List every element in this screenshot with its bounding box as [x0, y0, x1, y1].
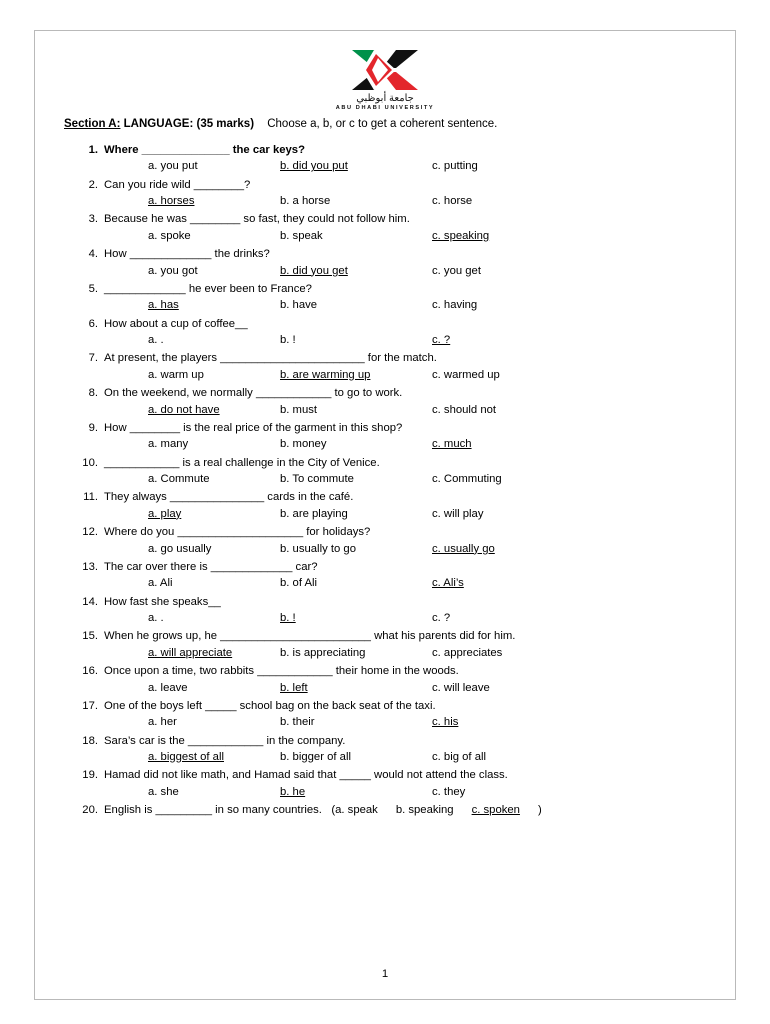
option-choice[interactable]: b. must	[280, 403, 318, 416]
question-text: Once upon a time, two rabbits ____________ their home in the woods.	[104, 665, 459, 678]
question-line	[64, 559, 706, 575]
question-text: How ________ is the real price of the garment in this shop?	[104, 421, 403, 434]
question-number: 6.	[88, 317, 98, 330]
option-group	[64, 436, 706, 452]
option-suffix: )	[537, 804, 542, 817]
option-choice[interactable]: c. spoken	[471, 804, 520, 817]
question-text: Sara’s car is the ____________ in the company.	[104, 734, 346, 747]
question-item	[64, 698, 706, 731]
option-choice[interactable]: c. Commuting	[432, 473, 502, 486]
option-choice[interactable]: b. their	[280, 716, 315, 729]
question-line	[64, 281, 706, 297]
option-choice[interactable]: b. !	[280, 334, 296, 347]
option-choice[interactable]: c. ?	[432, 612, 451, 625]
question-text: On the weekend, we normally ____________ to go to work.	[104, 387, 403, 400]
option-group	[64, 228, 706, 244]
option-choice[interactable]: c. speaking	[432, 229, 490, 242]
question-number: 8.	[88, 387, 98, 400]
page-number: 1	[381, 968, 389, 980]
option-choice[interactable]: c. big of all	[432, 751, 487, 764]
option-choice[interactable]: a. .	[148, 612, 164, 625]
option-choice[interactable]: b. of Ali	[280, 577, 318, 590]
question-text: Because he was ________ so fast, they could not follow him.	[104, 213, 410, 226]
option-choice[interactable]: c. ?	[432, 334, 451, 347]
option-choice[interactable]: a. you got	[148, 264, 198, 277]
question-number: 7.	[88, 352, 98, 365]
option-group	[64, 158, 706, 174]
option-choice[interactable]: a. play	[148, 507, 182, 520]
option-group	[64, 506, 706, 522]
option-group	[64, 575, 706, 591]
question-number: 3.	[88, 213, 98, 226]
option-choice[interactable]: a. do not have	[148, 403, 220, 416]
question-line	[64, 802, 706, 818]
option-choice[interactable]: c. should not	[432, 403, 497, 416]
question-line	[64, 420, 706, 436]
option-choice[interactable]: c. appreciates	[432, 646, 503, 659]
option-choice[interactable]: a. many	[148, 438, 189, 451]
option-choice[interactable]: b. did you get	[280, 264, 348, 277]
option-choice[interactable]: b. is appreciating	[280, 646, 366, 659]
option-choice[interactable]: b. have	[280, 299, 318, 312]
question-item	[64, 663, 706, 696]
option-group	[64, 541, 706, 557]
option-choice[interactable]: a. horses	[148, 195, 195, 208]
question-text: Can you ride wild ________?	[104, 178, 251, 191]
question-text: At present, the players _______________________ for the match.	[104, 352, 437, 365]
option-choice[interactable]: a. you put	[148, 160, 198, 173]
question-number: 20.	[82, 804, 98, 817]
option-group	[64, 367, 706, 383]
option-choice[interactable]: c. Ali’s	[432, 577, 464, 590]
option-choice[interactable]: b. a horse	[280, 195, 331, 208]
question-number: 2.	[88, 178, 98, 191]
question-line	[64, 211, 706, 227]
option-choice[interactable]: a. spoke	[148, 229, 191, 242]
question-item	[64, 628, 706, 661]
option-choice[interactable]: a. has	[148, 299, 179, 312]
question-item	[64, 767, 706, 800]
option-group	[64, 402, 706, 418]
question-line	[64, 524, 706, 540]
question-line	[64, 733, 706, 749]
question-item	[64, 524, 706, 557]
option-choice[interactable]: a. will appreciate	[148, 646, 233, 659]
option-choice[interactable]: b. speaking	[395, 804, 454, 817]
option-choice[interactable]: b. speak	[280, 229, 323, 242]
question-number: 15.	[82, 630, 98, 643]
question-list	[64, 142, 706, 819]
question-line	[64, 594, 706, 610]
question-line	[64, 246, 706, 262]
question-number: 16.	[82, 665, 98, 678]
question-line	[64, 350, 706, 366]
option-choice[interactable]: c. will leave	[432, 681, 490, 694]
question-item	[64, 489, 706, 522]
option-choice[interactable]: a. Ali	[148, 577, 173, 590]
option-choice[interactable]: b. bigger of all	[280, 751, 351, 764]
question-text: The car over there is _____________ car?	[104, 560, 318, 573]
question-text: Where ______________ the car keys?	[104, 143, 305, 156]
option-group	[64, 749, 706, 765]
question-number: 4.	[88, 248, 98, 261]
option-choice[interactable]: c. warmed up	[432, 368, 500, 381]
question-item	[64, 142, 706, 175]
section-heading	[64, 117, 706, 132]
university-logo	[64, 48, 706, 111]
option-group	[64, 471, 706, 487]
option-group	[64, 193, 706, 209]
option-choice[interactable]: a. warm up	[148, 368, 204, 381]
question-text: ____________ is a real challenge in the City of Venice.	[104, 456, 380, 469]
question-line	[64, 455, 706, 471]
question-text: _____________ he ever been to France?	[104, 282, 312, 295]
question-item	[64, 455, 706, 488]
option-choice[interactable]: a. leave	[148, 681, 188, 694]
option-group	[322, 804, 542, 816]
question-number: 10.	[82, 456, 98, 469]
question-item	[64, 281, 706, 314]
option-choice[interactable]: b. !	[280, 612, 296, 625]
option-choice[interactable]: c. usually go	[432, 542, 495, 555]
question-line	[64, 177, 706, 193]
option-choice[interactable]: b. did you put	[280, 160, 348, 173]
question-text: Hamad did not like math, and Hamad said that _____ would not attend the class.	[104, 769, 508, 782]
question-item	[64, 211, 706, 244]
question-line	[64, 628, 706, 644]
section-label: Section A:	[64, 118, 121, 130]
page-content	[34, 30, 736, 819]
option-choice[interactable]: c. horse	[432, 195, 473, 208]
question-text: Where do you ____________________ for holidays?	[104, 526, 371, 539]
question-line	[64, 698, 706, 714]
option-choice[interactable]: a. .	[148, 334, 164, 347]
option-choice[interactable]: b. money	[280, 438, 327, 451]
option-group	[64, 645, 706, 661]
logo-english-name: ABU DHABI UNIVERSITY	[335, 105, 435, 111]
question-text: One of the boys left _____ school bag on the back seat of the taxi.	[104, 699, 436, 712]
question-text: English is _________ in so many countries. (a. speak b. speaking c. spoken )	[104, 804, 542, 817]
question-text: How fast she speaks__	[104, 595, 221, 608]
option-group	[64, 610, 706, 626]
question-item	[64, 350, 706, 383]
question-number: 13.	[82, 560, 98, 573]
option-choice[interactable]: b. he	[280, 785, 306, 798]
option-choice[interactable]: b. are playing	[280, 507, 348, 520]
question-line	[64, 489, 706, 505]
question-item	[64, 733, 706, 766]
question-item	[64, 177, 706, 210]
question-number: 12.	[82, 526, 98, 539]
option-choice[interactable]: a. biggest of all	[148, 751, 224, 764]
question-line	[64, 385, 706, 401]
question-line	[64, 142, 706, 158]
question-text: How _____________ the drinks?	[104, 248, 270, 261]
option-choice[interactable]: c. having	[432, 299, 478, 312]
question-item	[64, 594, 706, 627]
question-line	[64, 316, 706, 332]
question-item	[64, 246, 706, 279]
option-choice[interactable]: b. usually to go	[280, 542, 356, 555]
option-group	[64, 297, 706, 313]
question-item	[64, 802, 706, 818]
option-choice[interactable]: a. her	[148, 716, 177, 729]
option-group	[64, 680, 706, 696]
question-text: When he grows up, he ________________________ what his parents did for him.	[104, 630, 516, 643]
option-group	[64, 263, 706, 279]
question-number: 1.	[88, 143, 98, 156]
option-choice[interactable]: b. are warming up	[280, 368, 371, 381]
question-number: 19.	[82, 769, 98, 782]
option-choice[interactable]: a. Commute	[148, 473, 210, 486]
question-item	[64, 316, 706, 349]
question-item	[64, 385, 706, 418]
option-choice[interactable]: c. you get	[432, 264, 481, 277]
question-line	[64, 767, 706, 783]
option-choice[interactable]: c. much	[432, 438, 472, 451]
question-number: 18.	[82, 734, 98, 747]
option-choice[interactable]: c. putting	[432, 160, 478, 173]
option-group	[64, 714, 706, 730]
question-item	[64, 420, 706, 453]
option-choice[interactable]: c. his	[432, 716, 459, 729]
option-choice[interactable]: b. left	[280, 681, 308, 694]
option-group	[64, 332, 706, 348]
question-number: 14.	[82, 595, 98, 608]
option-choice[interactable]: a. go usually	[148, 542, 212, 555]
question-text: They always _______________ cards in the café.	[104, 491, 354, 504]
question-text: How about a cup of coffee__	[104, 317, 248, 330]
option-group	[64, 784, 706, 800]
option-choice[interactable]: c. will play	[432, 507, 484, 520]
question-item	[64, 559, 706, 592]
logo-arabic-name: جامعة أبوظبي	[356, 93, 414, 104]
option-choice[interactable]: (a. speak	[331, 804, 378, 817]
section-title: LANGUAGE: (35 marks)	[123, 118, 255, 130]
option-choice[interactable]: c. they	[432, 785, 466, 798]
option-choice[interactable]: a. she	[148, 785, 179, 798]
question-number: 9.	[88, 421, 98, 434]
option-choice[interactable]: b. To commute	[280, 473, 354, 486]
adu-logo-icon	[348, 48, 422, 92]
question-number: 5.	[88, 282, 98, 295]
question-line	[64, 663, 706, 679]
question-number: 17.	[82, 699, 98, 712]
question-number: 11.	[83, 491, 98, 504]
section-instruction: Choose a, b, or c to get a coherent sentence.	[267, 118, 498, 130]
